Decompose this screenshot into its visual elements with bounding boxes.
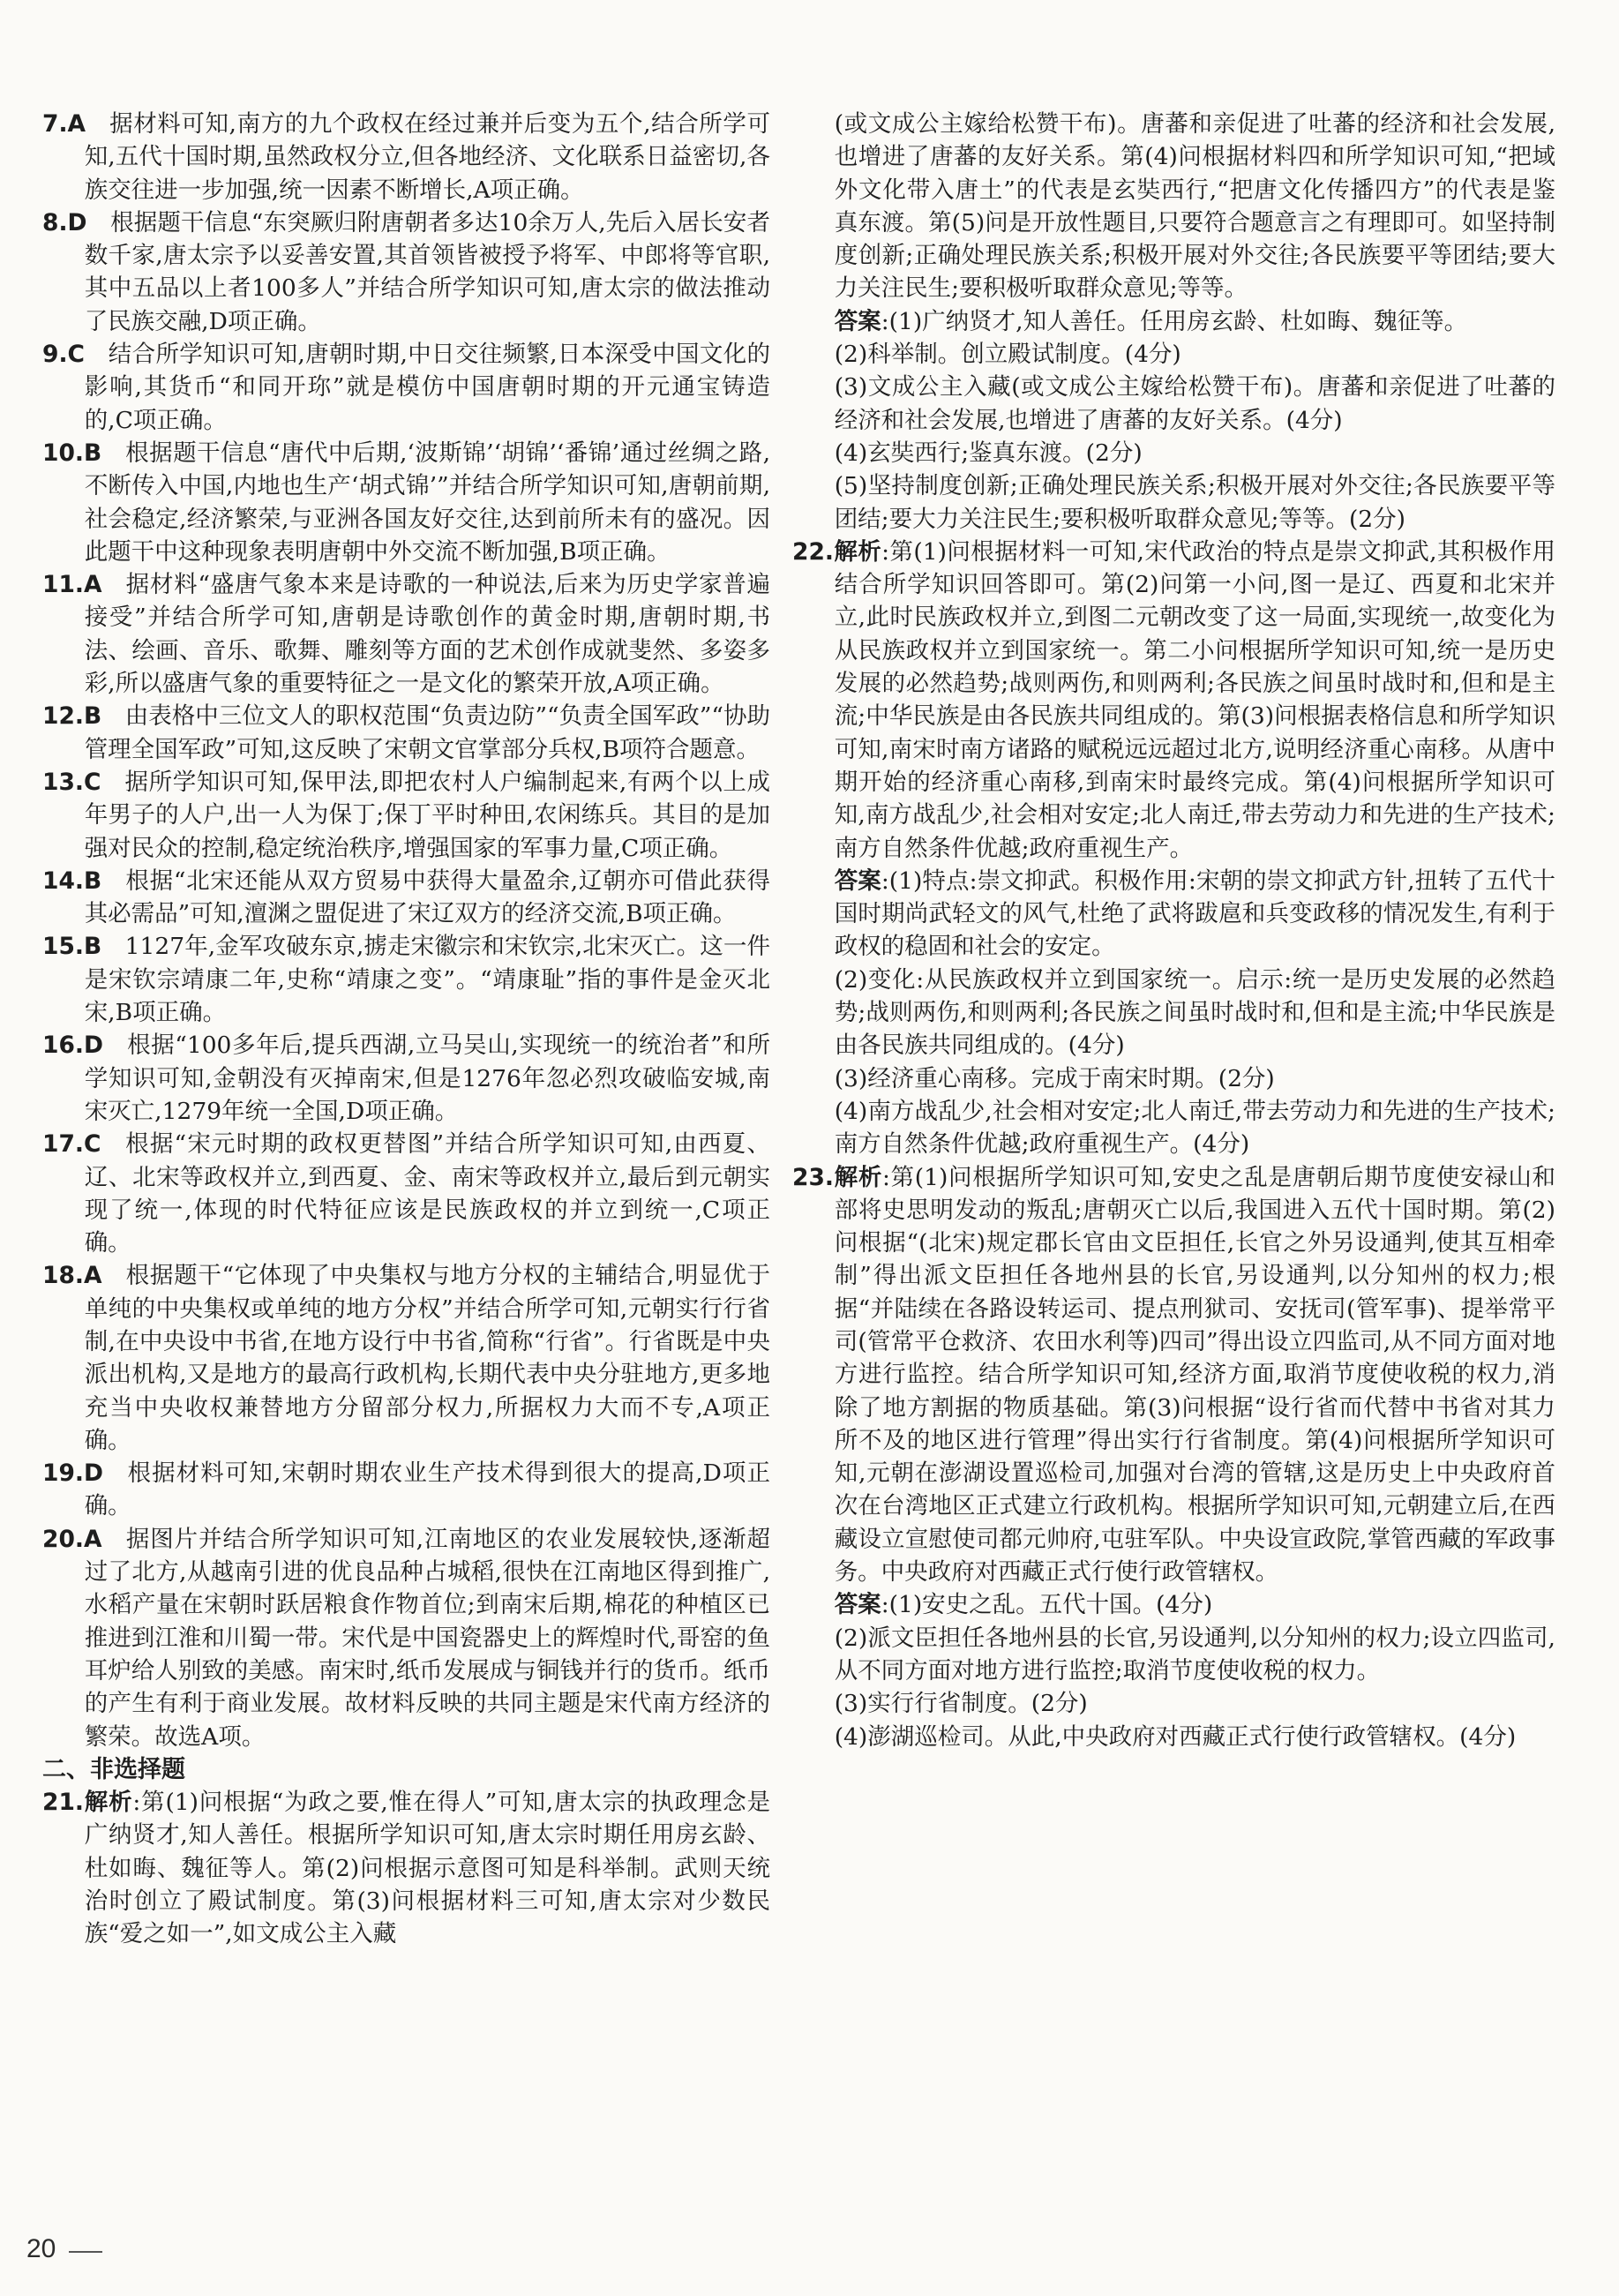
analysis-label: 解析 [833,537,882,566]
question-number: 22. [792,537,834,566]
question-21-analysis [42,1786,770,1950]
question-23-answer-first [792,1588,1555,1621]
question-23-answer-line: (3)实行行省制度。(2分) [834,1690,1088,1718]
question-number: 20.A [42,1525,102,1553]
question-number: 7.A [42,110,86,138]
mc-answer-item [42,1259,770,1457]
question-21-answer-first [792,305,1555,338]
explanation-text: 1127年,金军攻破东京,掳走宋徽宗和宋钦宗,北宋灭亡。这一件是宋钦宗靖康二年,史称“靖康之变”。“靖康耻”指的事件是金灭北宋,B项正确。 [84,933,770,1027]
mc-answer-item [42,568,770,700]
question-23-analysis [792,1161,1555,1589]
explanation-text: 根据“宋元时期的政权更替图”并结合所学知识可知,由西夏、辽、北宋等政权并立,到西夏、金、南宋等政权并立,最后到元朝实现了统一,体现的时代特征应该是民族政权的并立到统一,C项正确。 [84,1130,770,1257]
mc-answer-item [42,766,770,865]
question-22-answer-line: (3)经济重心南移。完成于南宋时期。(2分) [834,1064,1275,1092]
explanation-text: 根据题干信息“唐代中后期,‘波斯锦’‘胡锦’‘番锦’通过丝绸之路,不断传入中国,内地也生产‘胡式锦’”并结合所学知识可知,唐朝前期,社会稳定,经济繁荣,与亚洲各国友好交往,达到前所未有的盛况。因此题干中这种现象表明唐朝中外交流不断加强,B项正确。 [84,439,770,566]
analysis-text: :第(1)问根据所学知识可知,安史之乱是唐朝后期节度使安禄山和部将史思明发动的叛乱;唐朝灭亡以后,我国进入五代十国时期。第(2)问根据“(北宋)规定郡长官由文臣担任,长官之外另设通判,使其互相牵制”得出派文臣担任各地州县的长官,另设通判,以分知州的权力;根据“并陆续在各路设转运司、提点刑狱司、安抚司(管军事)、提举常平司(管常平仓救济、农田水利等)四司”得出设立四监司,从不同方面对地方进行监控。结合所学知识可知,经济方面,取消节度使收税的权力,消除了地方割据的物质基础。第(3)问根据“设行省而代替中书省对其力所不及的地区进行管理”得出实行行省制度。第(4)问根据所学知识可知,元朝在澎湖设置巡检司,加强对台湾的管辖,这是历史上中央政府首次在台湾地区正式建立行政机构。根据所学知识可知,元朝建立后,在西藏设立宣慰使司都元帅府,屯驻军队。中央设宣政院,掌管西藏的军政事务。中央政府对西藏正式行使行政管辖权。 [834,1163,1556,1587]
question-number: 14.B [42,867,102,895]
question-22-answer-line: (4)南方战乱少,社会相对安定;北人南迁,带去劳动力和先进的生产技术;南方自然条件优越;政府重视生产。(4分) [834,1097,1555,1159]
question-number: 18.A [42,1262,102,1290]
explanation-text: 据材料可知,南方的九个政权在经过兼并后变为五个,结合所学可知,五代十国时期,虽然政权分立,但各地经济、文化联系日益密切,各族交往进一步加强,统一因素不断增长,A项正确。 [84,110,770,204]
explanation-text: 根据材料可知,宋朝时期农业生产技术得到很大的提高,D项正确。 [84,1459,770,1520]
question-number: 13.C [42,768,101,796]
mc-answer-item [42,865,770,931]
section-title: 二、非选择题 [42,1755,185,1783]
question-23-answer-line: (2)派文臣担任各地州县的长官,另设通判,以分知州的权力;设立四监司,从不同方面对地方进行监控;取消节度使收税的权力。 [834,1624,1555,1684]
question-21-answer-line: (4)玄奘西行;鉴真东渡。(2分) [834,439,1143,467]
question-22-answer-line: (2)变化:从民族政权并立到国家统一。启示:统一是历史发展的必然趋势;战则两伤,和则两利;各民族之间虽时战时和,但和是主流;中华民族是由各民族共同组成的。(4分) [834,965,1555,1060]
explanation-text: 根据题干信息“东突厥归附唐朝者多达10余万人,先后入居长安者数千家,唐太宗予以妥善安置,其首领皆被授予将军、中郎将等官职,其中五品以上者100多人”并结合所学知识可知,唐太宗的做法推动了民族交融,D项正确。 [84,208,770,335]
mc-answer-item [42,930,770,1029]
analysis-text: :第(1)问根据“为政之要,惟在得人”可知,唐太宗的执政理念是广纳贤才,知人善任。根据所学知识可知,唐太宗时期任用房玄龄、杜如晦、魏征等人。第(2)问根据示意图可知是科举制。武则天统治时创立了殿试制度。第(3)问根据材料三可知,唐太宗对少数民族“爱之如一”,如文成公主入藏 [84,1789,770,1948]
question-number: 10.B [42,439,102,467]
question-21-answer-line: (5)坚持制度创新;正确处理民族关系;积极开展对外交往;各民族要平等团结;要大力关注民生;要积极听取群众意见;等等。(2分) [834,472,1555,533]
answer-label: 答案 [834,307,881,335]
mc-answer-item [42,338,770,437]
question-number: 21. [42,1789,84,1817]
page-number: 20 [26,2234,56,2263]
page-number-rule [69,2251,102,2253]
answer-text: :(1)特点:崇文抑武。积极作用:宋朝的崇文抑武方针,扭转了五代十国时期尚武轻文的风气,杜绝了武将跋扈和兵变政移的情况发生,有利于政权的稳固和社会的安定。 [834,867,1556,961]
explanation-text: 据材料“盛唐气象本来是诗歌的一种说法,后来为历史学家普遍接受”并结合所学可知,唐朝是诗歌创作的黄金时期,唐朝时期,书法、绘画、音乐、歌舞、雕刻等方面的艺术创作成就斐然、多姿多彩,所以盛唐气象的重要特征之一是文化的繁荣开放,A项正确。 [84,571,770,698]
mc-answer-item [42,1128,770,1259]
question-22-analysis [792,536,1555,865]
analysis-text: :第(1)问根据材料一可知,宋代政治的特点是崇文抑武,其积极作用结合所学知识回答即可。第(2)问第一小问,图一是辽、西夏和北宋并立,此时民族政权并立,到图二元朝改变了这一局面,实现统一,故变化为从民族政权并立到国家统一。第二小问根据所学知识可知,统一是历史发展的必然趋势;战则两伤,和则两利;各民族之间虽时战时和,但和是主流;中华民族是由各民族共同组成的。第(3)问根据表格信息和所学知识可知,南宋时南方诸路的赋税远远超过北方,说明经济重心南移。从唐中期开始的经济重心南移,到南宋时最终完成。第(4)问根据所学知识可知,南方战乱少,社会相对安定;北人南迁,带去劳动力和先进的生产技术;南方自然条件优越;政府重视生产。 [834,537,1556,862]
mc-answer-item [42,108,770,206]
question-21-analysis-continued: (或文成公主嫁给松赞干布)。唐蕃和亲促进了吐蕃的经济和社会发展,也增进了唐蕃的友好关系。第(4)问根据材料四和所学知识可知,“把域外文化带入唐土”的代表是玄奘西行,“把唐文化传播四方”的代表是鉴真东渡。第(5)问是开放性题目,只要符合题意言之有理即可。如坚持制度创新;正确处理民族关系;积极开展对外交往;各民族要平等团结;要大力关注民生;要积极听取群众意见;等等。 [834,110,1555,303]
explanation-text: 据所学知识可知,保甲法,即把农村人户编制起来,有两个以上成年男子的人户,出一人为保丁;保丁平时种田,农闲练兵。其目的是加强对民众的控制,稳定统治秩序,增强国家的军事力量,C项正确。 [84,768,770,862]
explanation-text: 根据“100多年后,提兵西湖,立马吴山,实现统一的统治者”和所学知识可知,金朝没有灭掉南宋,但是1276年忽必烈攻破临安城,南宋灭亡,1279年统一全国,D项正确。 [84,1032,770,1125]
question-23-answer-line: (4)澎湖巡检司。从此,中央政府对西藏正式行使行政管辖权。(4分) [834,1722,1517,1751]
question-number: 23. [792,1163,834,1191]
answer-text: :(1)安史之乱。五代十国。(4分) [881,1591,1213,1619]
explanation-text: 据图片并结合所学知识可知,江南地区的农业发展较快,逐渐超过了北方,从越南引进的优良品种占城稻,很快在江南地区得到推广,水稻产量在宋朝时跃居粮食作物首位;到南宋后期,棉花的种植区已推进到江淮和川蜀一带。宋代是中国瓷器史上的辉煌时代,哥窑的鱼耳炉给人别致的美感。南宋时,纸币发展成与铜钱并行的货币。纸币的产生有利于商业发展。故材料反映的共同主题是宋代南方经济的繁荣。故选A项。 [84,1525,770,1751]
question-number: 19.D [42,1459,103,1488]
question-21-answer-line: (3)文成公主入藏(或文成公主嫁给松赞干布)。唐蕃和亲促进了吐蕃的经济和社会发展,也增进了唐蕃的友好关系。(4分) [834,373,1555,434]
explanation-text: 根据题干“它体现了中央集权与地方分权的主辅结合,明显优于单纯的中央集权或单纯的地方分权”并结合所学可知,元朝实行行省制,在中央设中书省,在地方设行中书省,简称“行省”。行省既是中央派出机构,又是地方的最高行政机构,长期代表中央分驻地方,更多地充当中央收权兼替地方分留部分权力,所据权力大而不专,A项正确。 [84,1262,770,1454]
question-number: 17.C [42,1130,101,1159]
question-number: 12.B [42,702,102,731]
answer-label: 答案 [834,1591,881,1619]
left-column [42,108,770,1951]
answer-label: 答案 [834,867,881,895]
explanation-text: 根据“北宋还能从双方贸易中获得大量盈余,辽朝亦可借此获得其必需品”可知,澶渊之盟促进了宋辽双方的经济交流,B项正确。 [84,867,770,928]
mc-answer-item [42,1523,770,1753]
explanation-text: 结合所学知识可知,唐朝时期,中日交往频繁,日本深受中国文化的影响,其货币“和同开珎”就是模仿中国唐朝时期的开元通宝铸造的,C项正确。 [84,341,770,434]
question-number: 9.C [42,341,85,369]
analysis-label: 解析 [833,1163,883,1191]
question-number: 15.B [42,933,102,961]
right-column [792,108,1555,1753]
question-22-answer-first [792,865,1555,964]
mc-answer-item [42,700,770,766]
multiple-choice-answers [42,108,770,1753]
analysis-label: 解析 [83,1789,133,1817]
question-number: 11.A [42,571,102,599]
mc-answer-item [42,1029,770,1128]
mc-answer-item [42,437,770,568]
mc-answer-item [42,206,770,338]
question-21-answer-line: (2)科举制。创立殿试制度。(4分) [834,341,1181,369]
question-number: 8.D [42,208,87,236]
explanation-text: 由表格中三位文人的职权范围“负责边防”“负责全国军政”“协助管理全国军政”可知,这反映了宋朝文官掌部分兵权,B项符合题意。 [84,702,770,763]
question-number: 16.D [42,1032,103,1060]
mc-answer-item [42,1457,770,1523]
answer-text: :(1)广纳贤才,知人善任。任用房玄龄、杜如晦、魏征等。 [881,307,1468,335]
